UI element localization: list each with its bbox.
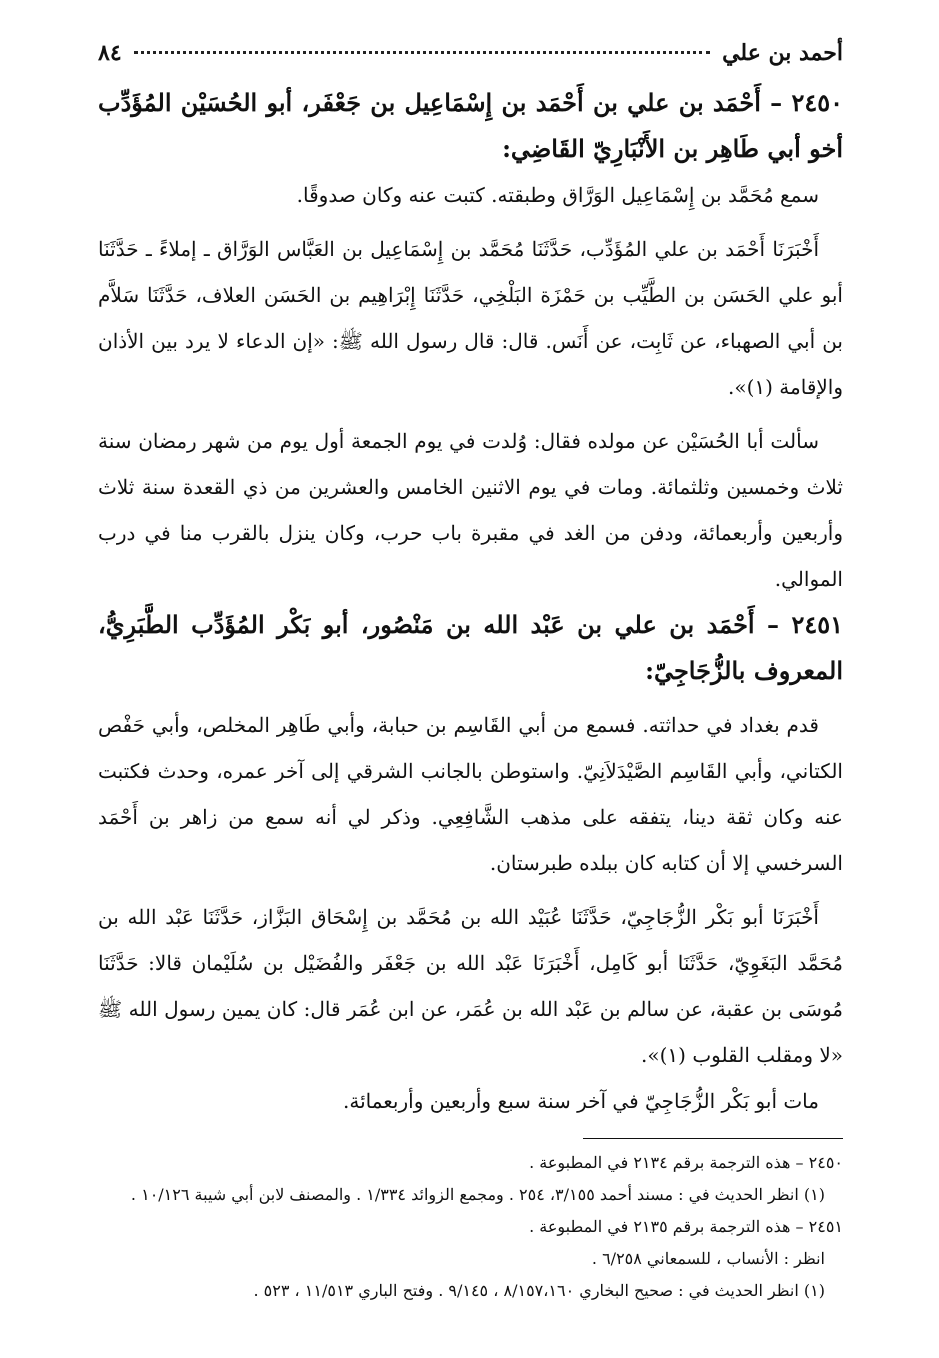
entry-paragraph: أَخْبَرَنَا أَحْمَد بن علي المُؤَدِّب، حَدَّثَنَا مُحَمَّد بن إِسْمَاعِيل بن العَبَّاس الوَرَّاق ـ إملاءً ـ حَدَّثَنَا أبو علي الحَسَن بن الطَّيِّب بن حَمْزَة البَلْخِي، حَدَّثَنَا إِبْرَاهِيم بن الحَسَن العلاف، حَدَّثَنَا سَلاَّم بن أبي الصهباء، عن ثَابِت، عن أَنَس. قال: قال رسول الله ﷺ: «إن الدعاء لا يرد بين الأذان والإقامة (١)».	[98, 237, 844, 399]
leader-dots	[134, 51, 710, 54]
entry-paragraph: مات أبو بَكْر الزُّجَاجِيّ في آخر سنة سبع وأربعين وأربعمائة.	[342, 1089, 819, 1113]
entry-paragraph: قدم بغداد في حداثته. فسمع من أبي القَاسِم بن حبابة، وأبي طَاهِر المخلص، وأبي حَفْص الكتاني، وأبي القَاسِم الصَّيْدَلاَنِيّ. واستوطن بالجانب الشرقي إلى آخر عمره، وحدث فكتبت عنه وكان ثقة دينا، يتفقه على مذهب الشَّافِعِي. وذكر لي أنه سمع من زاهر بن أَحْمَد السرخسي إلا أن كتابه كان ببلده طبرستان.	[98, 713, 843, 875]
entry-2450	[98, 80, 843, 602]
footnotes	[98, 1147, 843, 1307]
footnote-divider	[583, 1138, 843, 1139]
footnote: ٢٤٥١ – هذه الترجمة برقم ٢١٣٥ في المطبوعة .	[529, 1217, 843, 1236]
footnote: ٢٤٥٠ – هذه الترجمة برقم ٢١٣٤ في المطبوعة .	[529, 1153, 843, 1172]
page-number: ٨٤	[98, 40, 122, 66]
footnote: انظر : الأنساب ، للسمعاني ٦/٢٥٨ .	[591, 1249, 825, 1268]
footnote: (١) انظر الحديث في : صحيح البخاري ٨/١٥٧،١٦٠ ، ٩/١٤٥ . وفتح الباري ١١/٥١٣ ، ٥٢٣ .	[253, 1281, 825, 1300]
footnote: (١) انظر الحديث في : مسند أحمد ٣/١٥٥، ٢٥٤ . ومجمع الزوائد ١/٣٣٤ . والمصنف لابن أبي شيبة ١٠/١٢٦ .	[130, 1185, 825, 1204]
running-header	[98, 40, 843, 80]
book-page	[98, 40, 843, 1358]
entry-paragraph: أَخْبَرَنَا أبو بَكْر الزُّجَاجِيّ، حَدَّثَنَا عُبَيْد الله بن مُحَمَّد بن إِسْحَاق البَزَّاز، حَدَّثَنَا عَبْد الله بن مُحَمَّد البَغَوِيّ، حَدَّثَنَا أبو كَامِل، أَخْبَرَنَا عَبْد الله بن جَعْفَر والفُضَيْل بن سُلَيْمان قالا: حَدَّثَنَا مُوسَى بن عقبة، عن سالم بن عَبْد الله بن عُمَر، عن ابن عُمَر قال: كان يمين رسول الله ﷺ «لا ومقلب القلوب (١)».	[98, 905, 843, 1067]
entry-paragraph: سألت أبا الحُسَيْن عن مولده فقال: وُلدت في يوم الجمعة أول يوم من شهر رمضان سنة ثلاث وخمسين وثلثمائة. ومات في يوم الاثنين الخامس والعشرين من ذي القعدة سنة ثلاث وأربعين وأربعمائة، ودفن من الغد في مقبرة باب حرب، وكان ينزل بالقرب منا في درب الموالي.	[98, 429, 843, 591]
entry-title: ٢٤٥١ – أَحْمَد بن علي بن عَبْد الله بن مَنْصُور، أبو بَكْر المُؤَدِّب الطَّبَرِيُّ، المعروف بالزُّجَاجِيّ:	[98, 610, 843, 685]
entry-paragraph: سمع مُحَمَّد بن إِسْمَاعِيل الوَرَّاق وطبقته. كتبت عنه وكان صدوقًا.	[296, 183, 819, 207]
entry-title: ٢٤٥٠ – أَحْمَد بن علي بن أَحْمَد بن إِسْمَاعِيل بن جَعْفَر، أبو الحُسَيْن المُؤَدِّب أخو أبي طَاهِر بن الأَنْبَارِيّ القَاضِي:	[98, 88, 843, 163]
running-title: أحمد بن علي	[722, 40, 843, 66]
entry-2451	[98, 602, 843, 1124]
